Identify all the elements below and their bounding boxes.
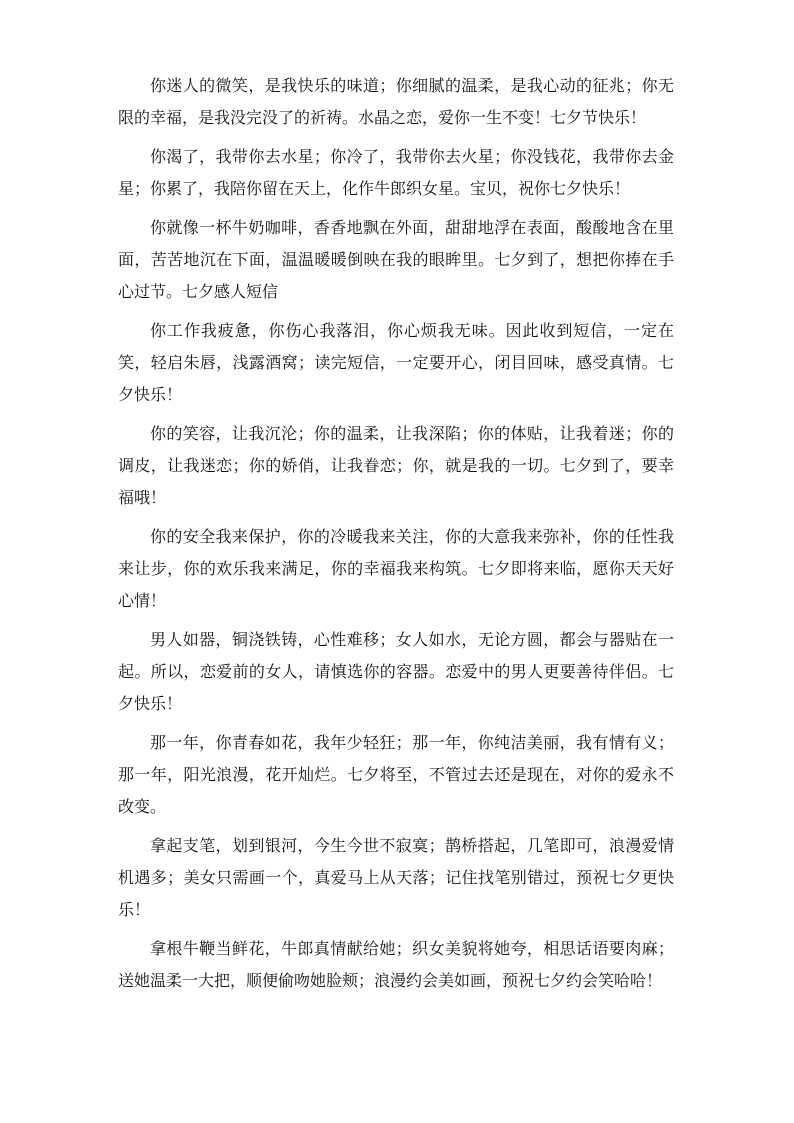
- paragraph-9: 拿起支笔，划到银河，今生今世不寂寞；鹊桥搭起，几笔即可，浪漫爱情机遇多；美女只需画一个，真爱马上从天落；记住找笔别错过，预祝七夕更快乐！: [118, 836, 674, 919]
- paragraph-7: 男人如器，铜浇铁铸，心性难移；女人如水，无论方圆，都会与器贴在一起。所以，恋爱前的女人，请慎选你的容器。恋爱中的男人更要善待伴侣。七夕快乐！: [118, 630, 674, 713]
- paragraph-6: 你的安全我来保护，你的冷暖我来关注，你的大意我来弥补，你的任性我来让步，你的欢乐我来满足，你的幸福我来构筑。七夕即将来临，愿你天天好心情！: [118, 527, 674, 610]
- paragraph-8: 那一年，你青春如花，我年少轻狂；那一年，你纯洁美丽，我有情有义；那一年，阳光浪漫，花开灿烂。七夕将至，不管过去还是现在，对你的爱永不改变。: [118, 733, 674, 816]
- paragraph-1: 你迷人的微笑，是我快乐的味道；你细腻的温柔，是我心动的征兆；你无限的幸福，是我没完没了的祈祷。水晶之恋，爱你一生不变！七夕节快乐！: [118, 76, 674, 127]
- document-body: [118, 70, 674, 1004]
- paragraph-4: 你工作我疲惫，你伤心我落泪，你心烦我无味。因此收到短信，一定在笑，轻启朱唇，浅露酒窝；读完短信，一定要开心，闭目回味，感受真情。七夕快乐！: [118, 321, 674, 404]
- paragraph-3: 你就像一杯牛奶咖啡，香香地飘在外面，甜甜地浮在表面，酸酸地含在里面，苦苦地沉在下面，温温暖暖倒映在我的眼眸里。七夕到了，想把你捧在手心过节。七夕感人短信: [118, 218, 674, 301]
- paragraph-10: 拿根牛鞭当鲜花，牛郎真情献给她；织女美貌将她夸，相思话语要肉麻；送她温柔一大把，顺便偷吻她脸颊；浪漫约会美如画，预祝七夕约会笑哈哈！: [118, 939, 674, 990]
- paragraph-2: 你渴了，我带你去水星；你冷了，我带你去火星；你没钱花，我带你去金星；你累了，我陪你留在天上，化作牛郎织女星。宝贝，祝你七夕快乐！: [118, 147, 674, 198]
- paragraph-5: 你的笑容，让我沉沦；你的温柔，让我深陷；你的体贴，让我着迷；你的调皮，让我迷恋；你的娇俏，让我眷恋；你，就是我的一切。七夕到了，要幸福哦！: [118, 424, 674, 507]
